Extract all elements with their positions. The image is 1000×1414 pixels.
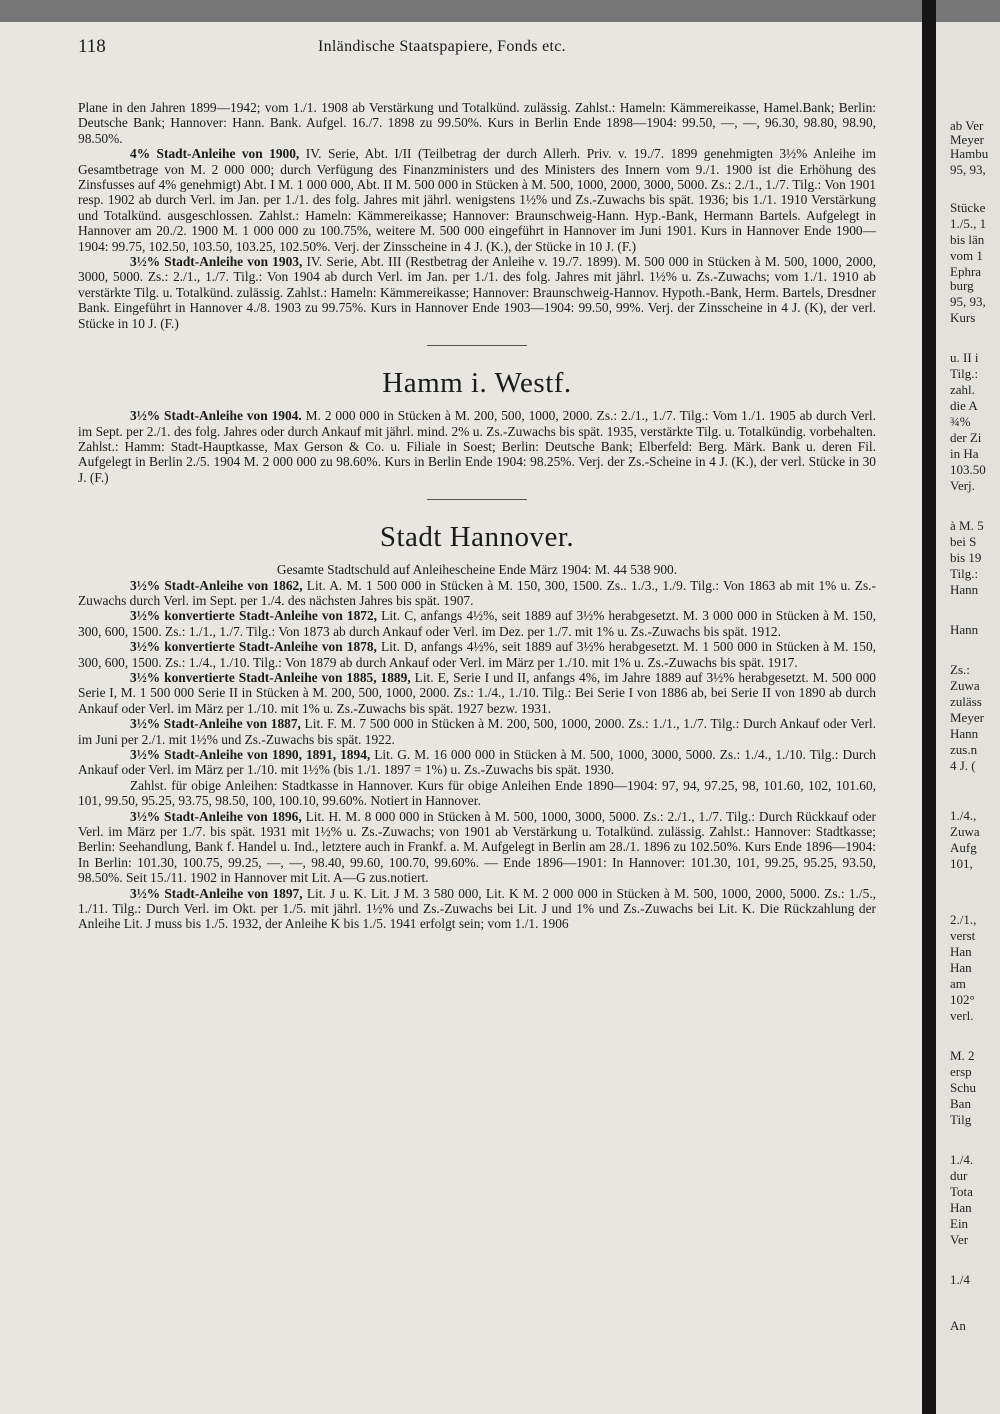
adjacent-page-text: 1./4., [950,808,977,823]
adjacent-page-text: Tota [950,1184,973,1199]
bond-entry-text: M. 2 000 000 in Stücken à M. 200, 500, 1000, 2000. Zs.: 2./1., 1./7. Tilg.: Vom 1./1. 1905 ab durch Verl. im Sept. per 2./1. des folg. Jahres oder durch Ankauf mit jährl. mind. 2% u. Zs.-Zuwachs bis spät. 1935, verstärkte Tilg. u. Totalkündig. vorbehalten. Zahlst.: Hamm: Stadt-Hauptkasse, Max Gerson & Co. u. Filiale in Soest; Berlin: Deutsche Bank; Elberfeld: Berg. Märk. Bank u. deren Fil. Aufgelegt in Berlin 2./5. 1904 M. 2 000 000 zu 98.60%. Kurs in Berlin Ende 1904: 98.25%. Verj. der Zs.-Scheine in 4 J. (K.), der verl. Stücke in 30 J. (F.) [78,408,876,485]
adjacent-page-text: 102° [950,992,975,1007]
adjacent-page-text: die A [950,398,978,413]
bond-entry-text: Lit. H. M. 8 000 000 in Stücken à M. 500, 1000, 3000, 5000. Zs.: 2./1., 1./7. Tilg.: Durch Rückkauf oder Verl. im März per 1./7. bis spät. 1931 mit 1½% u. Zs.-Zuwachs; von 1901 ab Verstärkung u. Totalkünd. zulässig. Zahlst.: Hannover: Stadtkasse; Berlin: Seehandlung, Bank f. Handel u. Ind., letztere auch in Frankf. a. M. Aufgelegt in Berlin am 28./1. 1896 zu 102.50%. Kurs Ende 1896—1904: In Berlin: 101.30, 100.75, 99.25, —, —, 98.40, 99.60, 100.70, 99.60%. — Ende 1896—1901: In Hannover: 101.30, 101, 99.25, 95.25, 93.50, 98.50%. Seit 15./11. 1902 in Hannover mit Lit. A—G zus.notiert. [78,808,876,886]
bond-entry [78,608,876,639]
bond-entry [78,778,876,809]
adjacent-page-text: u. II i [950,350,979,365]
adjacent-page-text: 1./5., 1 [950,216,987,231]
adjacent-page-text: Schu [950,1080,976,1095]
bond-entry-title: 3½% Stadt-Anleihe von 1896, [130,808,302,824]
bond-entry-title: 3½% Stadt-Anleihe von 1904. [130,408,302,424]
intro-paragraph: Plane in den Jahren 1899—1942; vom 1./1. 1908 ab Verstärkung und Totalkünd. zulässig. Zahlst.: Hameln: Kämmereikasse, Hamel.Bank; Berlin: Deutsche Bank; Hannover: Hann. Bank. Aufgel. 16./7. 1898 zu 99.50%. Kurs in Berlin Ende 1898—1904: 99.50, —, —, 96.30, 98.80, 98.90, 98.50%. [78,100,876,146]
adjacent-page-text: bis 19 [950,550,982,565]
adjacent-page-text: 1./4 [950,1272,970,1287]
adjacent-page-text: à M. 5 [950,518,984,533]
bond-entry-title: 3½% Stadt-Anleihe von 1897, [130,885,303,901]
adjacent-page-text: Ein [950,1216,969,1231]
bond-entry-text: Lit. F. M. 7 500 000 in Stücken à M. 200, 500, 1000, 2000. Zs.: 1./1., 1./7. Tilg.: Durch Ankauf oder Verl. im Juni per 2./1. mit 1½% und Zs.-Zuwachs bis spät. 1922. [78,716,876,747]
book-gutter [922,0,936,1414]
adjacent-page-text: Verj. [950,478,975,493]
adjacent-page-text: Ephra [950,264,982,279]
adjacent-page-text: 4 J. ( [950,758,976,773]
adjacent-page-text: M. 2 [950,1048,975,1063]
adjacent-page-text: Tilg [950,1112,972,1127]
section-subheading-hannover: Gesamte Stadtschuld auf Anleihescheine Ende März 1904: M. 44 538 900. [276,562,678,578]
adjacent-page-text: Ver [950,1232,969,1247]
bond-entry [78,716,876,747]
adjacent-page-text: Han [950,960,972,975]
adjacent-page-text: verl. [950,1008,974,1023]
adjacent-page-fragment [936,22,1000,1414]
adjacent-page-text: 103.50 [950,462,986,477]
bond-entry-text: Lit. D, anfangs 4½%, seit 1889 auf 3½% herabgesetzt. M. 1 500 000 in Stücken à M. 150, 300, 600, 1500. Zs.: 1./4., 1./10. Tilg.: Von 1879 ab durch Ankauf oder Verl. im März per 1./10. mit 1% u. Zs.-Zuwachs bis spät. 1917. [78,639,876,670]
adjacent-page-text: Tilg.: [950,366,979,381]
adjacent-page-text: Kurs [950,310,976,325]
adjacent-page-text: burg [950,278,974,293]
bond-entry [78,254,876,331]
page-body [78,100,876,932]
adjacent-page-text: Ban [950,1096,971,1111]
hamm-entries [78,408,876,485]
adjacent-page-text: Han [950,1200,972,1215]
bond-entry-text: Lit. A. M. 1 500 000 in Stücken à M. 150, 300, 1500. Zs.. 1./3., 1./9. Tilg.: Von 1863 ab mit 1% u. Zs.-Zuwachs durch Verl. im Sept. per 1./4. des nächsten Jahres bis spät. 1907. [78,577,876,608]
adjacent-page-text: verst [950,928,976,943]
adjacent-page-text: Han [950,944,972,959]
adjacent-page-text: Hann [950,622,979,637]
bond-entry-title: 3½% Stadt-Anleihe von 1903, [130,254,303,270]
adjacent-page-text: zahl. [950,382,975,397]
adjacent-page-text: bei S [950,534,977,549]
adjacent-page-text: zus.n [950,742,978,757]
adjacent-page-text: Tilg.: [950,566,979,581]
section-heading-hamm: Hamm i. Westf. [382,367,572,400]
bond-entry [78,146,876,254]
bond-entry [78,639,876,670]
bond-entry-text: IV. Serie, Abt. III (Restbetrag der Anleihe v. 19./7. 1899). M. 500 000 in Stücken à M. 500, 1000, 2000, 3000, 5000. Zs.: 2./1., 1./7. Tilg.: Von 1904 ab durch Verl. im Jan. per 1./1. des folg. Jahres mit jährl. 1½% u. Zs.-Zuwachs; vom 1./1. 1910 ab verstärkte Tilg. u. Totalkünd. zulässig. Zahlst.: Hameln: Kämmereikasse; Hannover: Braunschweig-Hannov. Hypoth.-Bank, Herm. Bartels, Dresdner Bank. Eingeführt in Hannover 4./8. 1903 zu 99.75%. Kurs in Hannover Ende 1903—1904: 99.50, 99%. Verj. der Zinsscheine in 4 J. (K), der verl. Stücke in 10 J. (F.) [78,254,877,331]
adjacent-page-text: ab Ver [950,118,984,133]
running-head: Inländische Staatspapiere, Fonds etc. [318,38,566,55]
scan-border-top [0,0,1000,22]
adjacent-page-text: Zs.: [950,662,970,677]
adjacent-page-text: ersp [950,1064,972,1079]
adjacent-page-text: Stücke [950,200,986,215]
adjacent-page-text: Hann [950,726,979,741]
bond-entry-title: 3½% konvertierte Stadt-Anleihe von 1885, 1889, [130,669,411,685]
bond-entry-text: Lit. E, Serie I und II, anfangs 4%, im Jahre 1889 auf 3½% herabgesetzt. M. 500 000 Serie I, M. 1 500 000 Serie II in Stücken à M. 200, 500, 1000, 2000. Zs.: 1./4., 1./10. Tilg.: Bei Serie I von 1886 ab, bei Serie II von 1890 ab durch Ankauf oder Verl. im März per 1./10. mit 1% u. Zs.-Zuwachs bis spät. 1927 bezw. 1931. [78,669,876,716]
adjacent-page-text: Zuwa [950,678,980,693]
adjacent-page-text: zuläss [950,694,982,709]
adjacent-page-text: Zuwa [950,824,980,839]
adjacent-page-text: 101, [950,856,973,871]
section-heading-hannover: Stadt Hannover. [379,521,575,554]
adjacent-page-text: vom 1 [950,248,983,263]
adjacent-page-text: bis län [950,232,985,247]
page-header [78,36,878,62]
adjacent-page-text: Hambu [950,146,989,161]
adjacent-page-text: 95, 93, [950,162,986,177]
adjacent-page-text: dur [950,1168,968,1183]
adjacent-page-text: Hann [950,582,979,597]
bond-entry-title: 3½% Stadt-Anleihe von 1862, [130,577,303,593]
adjacent-page-text: Meyer [950,710,984,725]
page-number: 118 [78,36,106,57]
bond-entry-title: 3½% konvertierte Stadt-Anleihe von 1872, [130,608,378,624]
adjacent-page-text: in Ha [950,446,979,461]
adjacent-page-text: Aufg [950,840,977,855]
adjacent-page-text: am [950,976,966,991]
bond-entry-text: Lit. G. M. 16 000 000 in Stücken à M. 500, 1000, 3000, 5000. Zs.: 1./4., 1./10. Tilg.: Durch Ankauf oder Verl. im März per 1./10. mit 1½% (bis 1./1. 1897 = 1%) u. Zs.-Zuwachs bis spät. 1930. [78,747,876,778]
bond-entry-title: 3½% konvertierte Stadt-Anleihe von 1878, [130,639,377,655]
section-divider [427,499,527,500]
bond-entry-title: 3½% Stadt-Anleihe von 1890, 1891, 1894, [130,747,371,762]
bond-entry [78,747,876,778]
hannover-entries [78,578,876,932]
bond-entry-text: Zahlst. für obige Anleihen: Stadtkasse in Hannover. Kurs für obige Anleihen Ende 1890—1904: 97, 94, 97.25, 98, 101.60, 102, 101.60, 101, 99.50, 95.25, 93.75, 98.50, 100, 100.10, 99.60%. Notiert in Hannover. [78,777,876,809]
bond-entry [78,408,876,485]
adjacent-page-text: ¾% [950,414,971,429]
adjacent-page-text: der Zi [950,430,982,445]
adjacent-page-text: An [950,1318,966,1333]
adjacent-page-text: 95, 93, [950,294,986,309]
adjacent-page-text: 2./1., [950,912,977,927]
bond-entry-text: IV. Serie, Abt. I/II (Teilbetrag der durch Allerh. Priv. v. 19./7. 1899 genehmigten 3½% Anleihe im Gesamtbetrage von M. 2 000 000; durch Verfügung des Finanzministers und des Ministers des Innern vom 9./1. 1900 ist die Erhöhung des Zinsfusses auf 4% genehmigt) Abt. I M. 1 000 000, Abt. II M. 500 000 in Stücken à M. 500, 1000, 2000, 3000, 5000. Zs.: 2./1., 1./7. Tilg.: Von 1901 resp. 1902 ab durch Verl. im Jan. per 1./1. des folg. Jahres mit jährl. wenigstens 1½% und Zs.-Zuwachs bis spät. 1936; bis 1./1. 1910 Verstärkung und Totalkünd. ausgeschlossen. Zahlst.: Hameln: Kämmereikasse; Hannover: Braunschweig-Hann. Hyp.-Bank, Hermann Bartels. Aufgelegt in Hannover am 20./2. 1900 M. 1 000 000 zu 100.75%, weitere M. 500 000 eingeführt in Hannover im Juni 1901. Kurs in Hannover Ende 1900—1904: 99.75, 102.50, 103.50, 103.25, 102.50%. Verj. der Zinsscheine in 4 J. (K.), der Stücke in 10 J. (F.) [78,146,876,254]
bond-entry [78,578,876,609]
hameln-entries [78,146,876,331]
adjacent-page-text: Meyer [950,132,984,147]
bond-entry-text: Lit. J u. K. Lit. J M. 3 580 000, Lit. K M. 2 000 000 in Stücken à M. 500, 1000, 2000, 5000. Zs.: 1./5., 1./11. Tilg.: Durch Verl. im Okt. per 1./5. mit jährl. 1½% und Zs.-Zuwachs bei Lit. J und 1% und Zs.-Zuwachs bei Lit. K. Die Rückzahlung der Anleihe Lit. J muss bis 1./5. 1932, der Anleihe K bis 1./5. 1941 erfolgt sein; vom 1./1. 1906 [78,885,877,932]
bond-entry-title: 3½% Stadt-Anleihe von 1887, [130,716,301,732]
adjacent-page-text: 1./4. [950,1152,974,1167]
bond-entry [78,809,876,886]
bond-entry-title: 4% Stadt-Anleihe von 1900, [130,146,300,162]
bond-entry-text: Lit. C, anfangs 4½%, seit 1889 auf 3½% herabgesetzt. M. 3 000 000 in Stücken à M. 150, 300, 600, 1500. Zs.: 1./1., 1./7. Tilg.: Von 1873 ab durch Ankauf oder Verl. im Dez. per 1./7. mit 1% u. Zs.-Zuwachs bis spät. 1912. [78,608,876,639]
bond-entry [78,670,876,716]
bond-entry [78,886,876,932]
section-divider [427,345,527,346]
